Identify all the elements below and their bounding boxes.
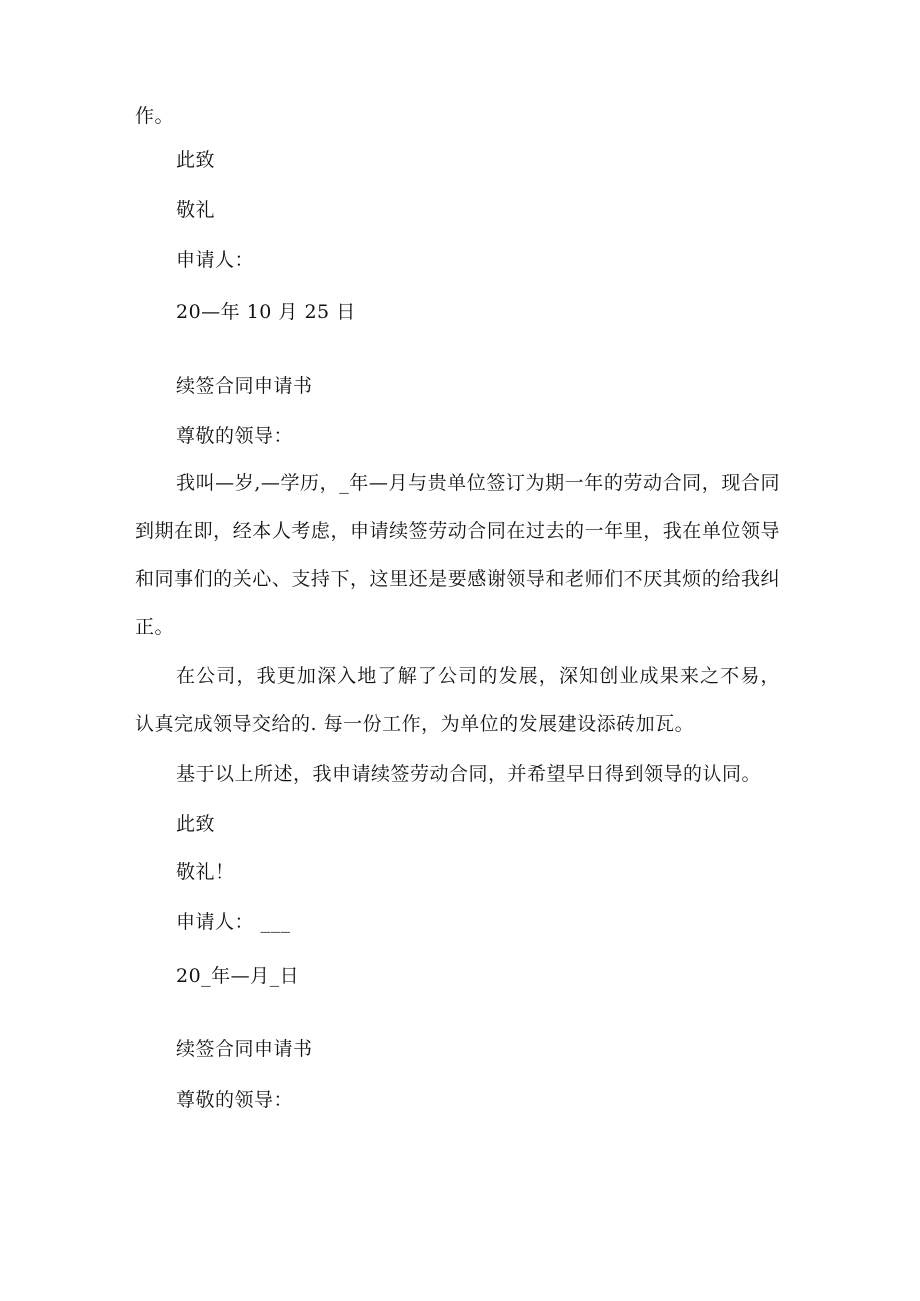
closing-line-2: 敬礼！ <box>176 861 235 883</box>
body-paragraph-2: 在公司，我更加深入地了解了公司的发展，深知创业成果来之不易，认真完成领导交给的. 每一份工作，为单位的发展建设添砖加瓦。 <box>135 665 780 735</box>
letter-title: 续签合同申请书 <box>176 375 313 397</box>
applicant-line: 申请人： <box>176 249 255 271</box>
date-line: 20—年 10 月 25 日 <box>176 301 356 323</box>
body-paragraph-3: 基于以上所述，我申请续签劳动合同，并希望早日得到领导的认同。 <box>176 763 762 785</box>
closing-line-2: 敬礼 <box>176 199 216 221</box>
letter-title: 续签合同申请书 <box>176 1038 313 1060</box>
closing-line-1: 此致 <box>176 149 216 171</box>
continued-text: 作。 <box>135 105 175 127</box>
closing-line-1: 此致 <box>176 813 216 835</box>
salutation: 尊敬的领导： <box>176 425 294 447</box>
applicant-line: 申请人： ___ <box>176 911 291 933</box>
date-line: 20_年—月_日 <box>176 965 300 987</box>
body-paragraph-1: 我叫—岁,—学历，_年—月与贵单位签订为期一年的劳动合同，现合同到期在即，经本人考虑，申请续签劳动合同在过去的一年里，我在单位领导和同事们的关心、支持下，这里还是要感谢领导和老师们不厌其烦的给我纠正。 <box>135 472 780 638</box>
salutation: 尊敬的领导： <box>176 1089 294 1111</box>
